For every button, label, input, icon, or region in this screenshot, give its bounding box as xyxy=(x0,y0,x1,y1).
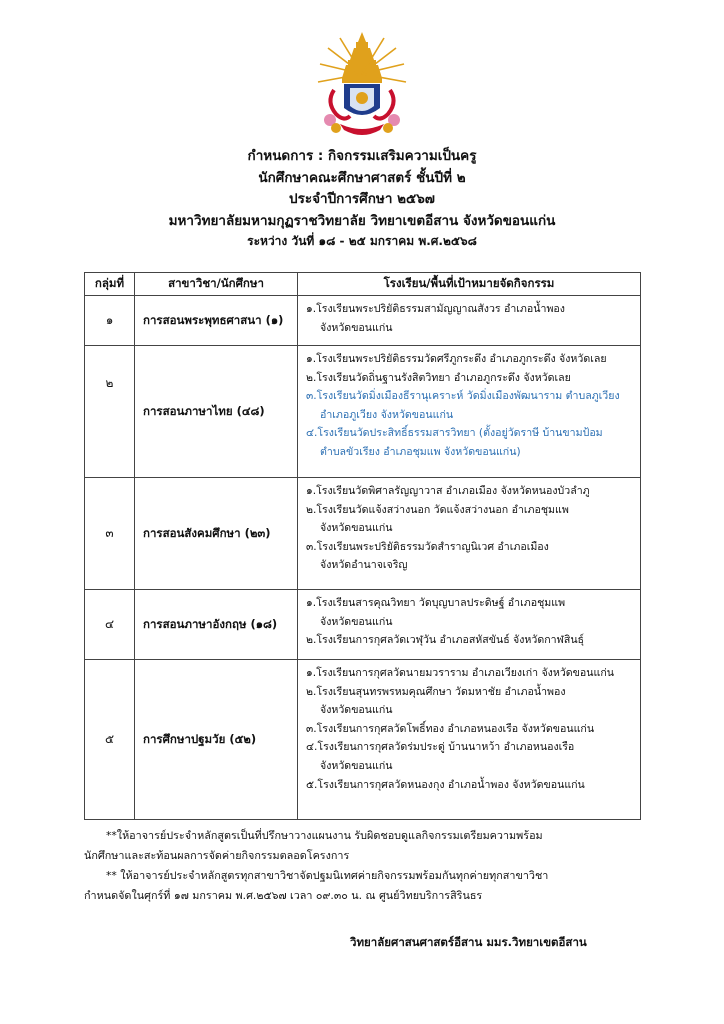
table-row xyxy=(85,660,641,820)
signature-line: วิทยาลัยศาสนศาสตร์อีสาน มมร.วิทยาเขตอีสาน xyxy=(350,935,587,949)
note-orientation: ** ให้อาจารย์ประจำหลักสูตรทุกสาขาวิชาจัดปฐมนิเทศค่ายกิจกรรมพร้อมกันทุกค่ายทุกสาขาวิชา กำหนดจัดในศุกร์ที่ ๑๗ มกราคม พ.ศ.๒๕๖๗ เวลา ๐๙.๓๐ น. ณ ศูนย์วิทยบริการสิรินธร xyxy=(84,869,549,902)
school-item: ๒.โรงเรียนการกุศลวัดเวฬุวัน อำเภอสหัสขันธ์ จังหวัดกาฬสินธุ์ xyxy=(306,634,585,647)
school-item: ๔.โรงเรียนการกุศลวัดร่มประดู่ บ้านนาหว้า อำเภอหนองเรือ จังหวัดขอนแก่น xyxy=(306,741,575,772)
doc-subtitle-students: นักศึกษาคณะศึกษาศาสตร์ ชั้นปีที่ ๒ xyxy=(258,169,466,186)
school-item: ๒.โรงเรียนวัดแจ้งสว่างนอก วัดแจ้งสว่างนอก อำเภอชุมแพ จังหวัดขอนแก่น xyxy=(306,503,569,535)
subject-name: การสอนสังคมศึกษา (๒๓) xyxy=(135,478,298,590)
subject-name: การสอนภาษาไทย (๔๘) xyxy=(135,346,298,478)
table-row xyxy=(85,296,641,346)
school-item: ๑.โรงเรียนวัดพิศาลรัญญาวาส อำเภอเมือง จังหวัดหนองบัวลำภู xyxy=(306,485,590,497)
school-list xyxy=(298,590,641,660)
note-advisor: **ให้อาจารย์ประจำหลักสูตรเป็นที่ปรึกษาวางแผนงาน รับผิดชอบดูแลกิจกรรมเตรียมความพร้อม นักศึกษาและสะท้อนผลการจัดค่ายกิจกรรมตลอดโครงการ xyxy=(84,829,543,862)
school-list xyxy=(298,660,641,820)
doc-title: กำหนดการ : กิจกรรมเสริมความเป็นครู xyxy=(247,148,477,164)
school-list xyxy=(298,478,641,590)
doc-date-range: ระหว่าง วันที่ ๑๘ - ๒๕ มกราคม พ.ศ.๒๕๖๘ xyxy=(247,234,477,248)
group-number: ๔ xyxy=(85,590,135,660)
table-row xyxy=(85,346,641,478)
university-emblem-icon xyxy=(314,30,410,142)
group-number: ๕ xyxy=(85,660,135,820)
doc-subtitle-university: มหาวิทยาลัยมหามกุฏราชวิทยาลัย วิทยาเขตอีสาน จังหวัดขอนแก่น xyxy=(168,212,556,229)
school-item: ๓.โรงเรียนการกุศลวัดโพธิ์ทอง อำเภอหนองเรือ จังหวัดขอนแก่น xyxy=(306,722,595,735)
column-header-subject: สาขาวิชา/นักศึกษา xyxy=(135,273,298,296)
school-item: ๕.โรงเรียนการกุศลวัดหนองกุง อำเภอน้ำพอง จังหวัดขอนแก่น xyxy=(306,778,585,791)
subject-name: การศึกษาปฐมวัย (๕๒) xyxy=(135,660,298,820)
group-number: ๑ xyxy=(85,296,135,346)
schedule-table xyxy=(84,272,641,820)
school-item: ๑.โรงเรียนพระปริยัติธรรมวัดศรีภูกระดึง อำเภอภูกระดึง จังหวัดเลย xyxy=(306,353,607,365)
school-item: ๒.โรงเรียนวัดถิ่นฐานรังสิตวิทยา อำเภอภูกระดึง จังหวัดเลย xyxy=(306,371,571,384)
school-item: ๒.โรงเรียนสุนทรพรหมคุณศึกษา วัดมหาชัย อำเภอน้ำพอง จังหวัดขอนแก่น xyxy=(306,685,566,717)
table-header-row xyxy=(85,273,641,296)
group-number: ๒ xyxy=(85,346,135,478)
school-item: ๔.โรงเรียนวัดประสิทธิ์ธรรมสารวิทยา (ตั้งอยู่วัดราษี บ้านขามป้อม ตำบลขัวเรียง อำเภอชุมแพ จังหวัดขอนแก่น) xyxy=(306,427,603,458)
doc-subtitle-year: ประจำปีการศึกษา ๒๕๖๗ xyxy=(289,191,435,207)
group-number: ๓ xyxy=(85,478,135,590)
subject-name: การสอนภาษาอังกฤษ (๑๘) xyxy=(135,590,298,660)
school-item: ๓.โรงเรียนวัดมิ่งเมืองธีรานุเคราะห์ วัดมิ่งเมืองพัฒนาราม ตำบลภูเวียง อำเภอภูเวียง จังหวัดขอนแก่น xyxy=(306,390,620,421)
school-item: ๑.โรงเรียนการกุศลวัดนายมวราราม อำเภอเวียงเก่า จังหวัดขอนแก่น xyxy=(306,667,614,679)
school-item: ๑.โรงเรียนพระปริยัติธรรมสามัญญาณสังวร อำเภอน้ำพอง จังหวัดขอนแก่น xyxy=(306,303,565,334)
table-row xyxy=(85,590,641,660)
school-list xyxy=(298,296,641,346)
title-block xyxy=(0,146,724,251)
notes-section xyxy=(84,826,644,906)
column-header-group: กลุ่มที่ xyxy=(85,273,135,296)
school-list xyxy=(298,346,641,478)
subject-name: การสอนพระพุทธศาสนา (๑) xyxy=(135,296,298,346)
table-row xyxy=(85,478,641,590)
school-item: ๓.โรงเรียนพระปริยัติธรรมวัดสำราญนิเวศ อำเภอเมือง จังหวัดอำนาจเจริญ xyxy=(306,540,549,572)
school-item: ๑.โรงเรียนสารคุณวิทยา วัดบุญบาลประดิษฐ์ อำเภอชุมแพ จังหวัดขอนแก่น xyxy=(306,597,566,628)
column-header-schools: โรงเรียน/พื้นที่เป้าหมายจัดกิจกรรม xyxy=(298,273,641,296)
